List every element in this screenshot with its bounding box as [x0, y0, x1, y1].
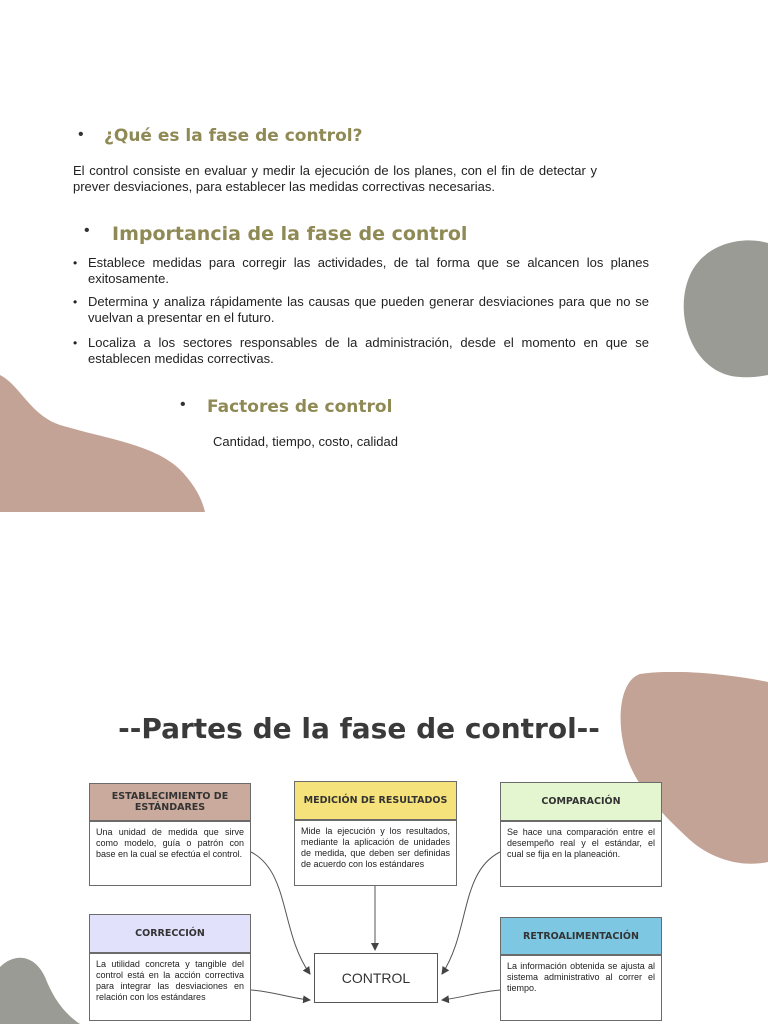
- section-heading-importancia: Importancia de la fase de control: [112, 223, 468, 245]
- medicion-header: MEDICIÓN DE RESULTADOS: [294, 781, 457, 820]
- page-title: --Partes de la fase de control--: [118, 712, 600, 745]
- control-center-box: CONTROL: [314, 953, 438, 1003]
- section-heading-que-es: ¿Qué es la fase de control?: [104, 126, 363, 146]
- list-bullet: •: [73, 295, 78, 309]
- factors-text: Cantidad, tiempo, costo, calidad: [213, 434, 398, 449]
- comparacion-description: Se hace una comparación entre el desempeño real y el estándar, el cual se fija en la planeación.: [500, 821, 662, 887]
- retroalimentacion-header: RETROALIMENTACIÓN: [500, 917, 662, 955]
- list-item: Determina y analiza rápidamente las causas que pueden generar desviaciones para que no se vuelvan a presentar en el futuro.: [88, 294, 649, 325]
- definition-paragraph: El control consiste en evaluar y medir la ejecución de los planes, con el fin de detectar y prever desviaciones, para establecer las medidas correctivas necesarias.: [73, 163, 597, 194]
- list-item: Localiza a los sectores responsables de la administración, desde el momento en que se establecen medidas correctivas.: [88, 335, 649, 366]
- establecimiento-header: ESTABLECIMIENTO DE ESTÁNDARES: [89, 783, 251, 821]
- establecimiento-description: Una unidad de medida que sirve como modelo, guía o patrón con base en la cual se efectúa el control.: [89, 821, 251, 886]
- bullet-dot: •: [180, 396, 186, 413]
- list-bullet: •: [73, 256, 78, 270]
- list-bullet: •: [73, 336, 78, 350]
- tan-blob-decoration: [0, 375, 210, 512]
- retroalimentacion-description: La información obtenida se ajusta al sistema administrativo al correr el tiempo.: [500, 955, 662, 1021]
- gray-blob-decoration: [680, 235, 768, 380]
- comparacion-header: COMPARACIÓN: [500, 782, 662, 821]
- bullet-dot: •: [84, 222, 90, 239]
- medicion-description: Mide la ejecución y los resultados, mediante la aplicación de unidades de medida, que deben ser definidas de acuerdo con los estándares: [294, 820, 457, 886]
- section-heading-factores: Factores de control: [207, 397, 393, 417]
- correccion-description: La utilidad concreta y tangible del control está en la acción correctiva para integrar las desviaciones en relación con los estándares: [89, 953, 251, 1021]
- page-2: [0, 512, 768, 1024]
- list-item: Establece medidas para corregir las actividades, de tal forma que se alcancen los planes exitosamente.: [88, 255, 649, 286]
- correccion-header: CORRECCIÓN: [89, 914, 251, 953]
- bullet-dot: •: [78, 126, 84, 143]
